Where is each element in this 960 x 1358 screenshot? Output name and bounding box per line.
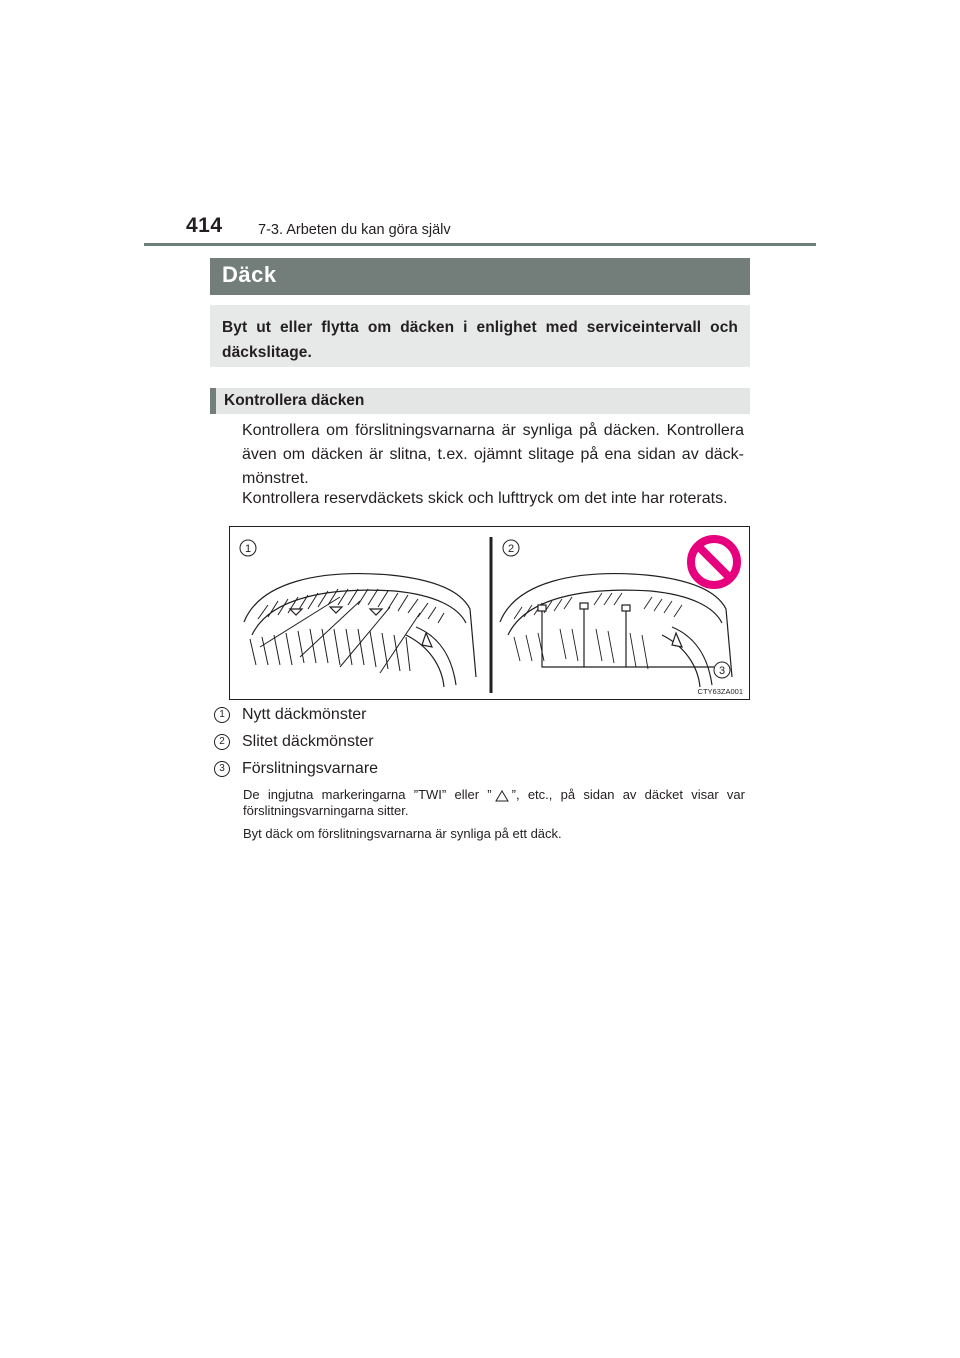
legend-item — [214, 760, 744, 782]
legend-number: 1 — [214, 707, 230, 723]
intro-box — [210, 305, 750, 367]
callout-2 — [503, 540, 519, 556]
worn-tire — [500, 574, 732, 687]
legend-text: Slitet däckmönster — [242, 733, 374, 750]
note-replace: Byt däck om förslitningsvarnarna är synliga på ett däck. — [243, 826, 562, 841]
prohibition-icon — [691, 539, 737, 585]
legend-text: Förslitningsvarnare — [242, 760, 379, 777]
figure-code: CTY63ZA001 — [697, 687, 743, 696]
new-tire — [244, 574, 476, 687]
legend-number: 2 — [214, 734, 230, 750]
callout-3 — [714, 662, 730, 678]
triangle-icon — [495, 790, 509, 802]
legend-number: 3 — [214, 761, 230, 777]
legend-text: Nytt däckmönster — [242, 706, 367, 723]
subsection-title: Kontrollera däcken — [224, 392, 365, 409]
chapter-breadcrumb: 7-3. Arbeten du kan göra själv — [258, 222, 451, 238]
tire-illustration — [229, 526, 750, 700]
note-text-after: ”, etc., på sidan av däcket visar var förslitningsvarningarna sitter. — [243, 787, 745, 818]
body-paragraph: Kontrollera reservdäckets skick och lufttryck om det inte har roterats. — [242, 490, 728, 507]
svg-text:2: 2 — [507, 543, 515, 555]
intro-text: Byt ut eller flytta om däcken i enlighet med serviceintervall och däckslitage. — [222, 319, 738, 361]
legend-item — [214, 706, 744, 728]
body-paragraph: Kontrollera om förslitningsvarnarna är synliga på däcken. Kontrollera även om däcken är slitna, t.ex. ojämnt slitage på ena sidan av däck-mönstret. — [242, 422, 744, 487]
svg-text:3: 3 — [718, 665, 726, 677]
legend-item — [214, 733, 744, 755]
callout-1 — [240, 540, 256, 556]
svg-text:1: 1 — [244, 543, 252, 555]
tire-drawing — [230, 527, 751, 701]
subsection-bar — [210, 388, 750, 414]
page-number: 414 — [186, 214, 223, 237]
section-title: Däck — [222, 262, 277, 287]
header-divider — [144, 243, 816, 246]
note-twi — [243, 787, 745, 819]
section-title-bar — [210, 258, 750, 295]
note-text-before: De ingjutna markeringarna ”TWI” eller ” — [243, 787, 492, 802]
